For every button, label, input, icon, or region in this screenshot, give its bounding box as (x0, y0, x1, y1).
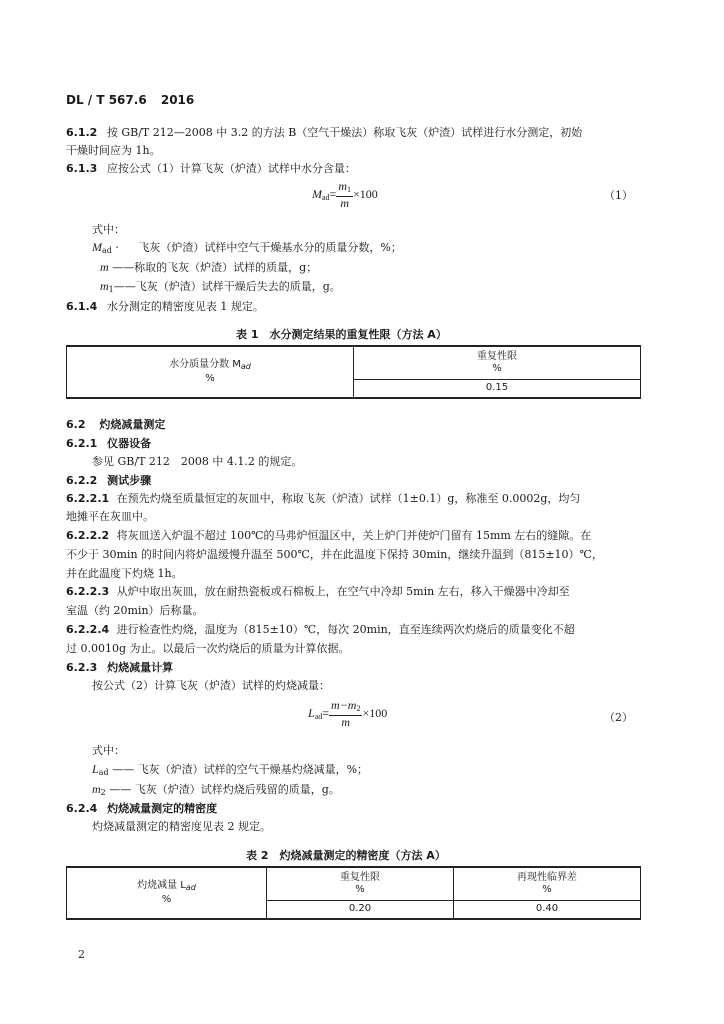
col-header-label: 水分质量分数 M (169, 359, 241, 370)
eq-lhs-sub: ad (322, 192, 330, 202)
clause-number: 6.2.2.2 (66, 529, 110, 542)
clause-text: 水分测定的精密度见表 1 规定。 (106, 300, 264, 313)
where-item (100, 278, 341, 294)
eq-lhs-sub: ad (314, 711, 323, 721)
col-header-unit: % (542, 883, 552, 895)
col-header-sub: ad (185, 883, 196, 892)
table-cell: 0.15 (354, 379, 641, 398)
eq-denominator: m (340, 196, 350, 210)
clause-6-2-2-2 (66, 527, 591, 543)
table-cell: 0.40 (454, 900, 641, 919)
where-symbol: L (92, 762, 99, 776)
standard-year: 2016 (160, 93, 195, 107)
section-number: 6.2 (66, 418, 86, 431)
where-dash: · (115, 241, 119, 254)
where-item (92, 239, 402, 255)
clause-6-1-4 (66, 298, 264, 314)
where-item (100, 259, 317, 275)
clause-text: 应按公式（1）计算飞灰（炉渣）试样中水分含量： (106, 162, 356, 175)
page-number: 2 (78, 948, 85, 961)
clause-number: 6.2.2.3 (66, 585, 110, 598)
where-symbol: M (92, 240, 102, 254)
section-title: 仪器设备 (107, 437, 152, 450)
table-header-cell (67, 346, 354, 398)
where-symbol-sub: ad (102, 246, 112, 255)
where-symbol: m (100, 260, 109, 274)
col-header-sub: ad (240, 362, 251, 371)
clause-text-cont: 过 0.0010g 为止。以最后一次灼烧后的质量为计算依据。 (66, 642, 350, 655)
clause-number: 6.1.4 (66, 300, 98, 313)
section-6-2-3 (66, 659, 173, 675)
eq-denominator: m (341, 715, 351, 729)
standard-number (66, 93, 194, 107)
clause-number: 6.1.3 (66, 162, 98, 175)
standard-code: DL / T 567.6 (66, 93, 147, 107)
clause-text-cont: 室温（约 20min）后称量。 (66, 604, 204, 617)
clause-text: 进行检查性灼烧，温度为（815±10）℃，每次 20min，直至连续两次灼烧后的质量变化不超 (116, 623, 575, 636)
where-dash: —— (113, 280, 136, 293)
where-item (92, 761, 368, 777)
clause-number: 6.2.2.1 (66, 492, 110, 505)
clause-text-cont: 干燥时间应为 1h。 (66, 144, 161, 157)
where-symbol: m (92, 782, 101, 796)
where-text: 飞灰（炉渣）试样干燥后失去的质量，g。 (135, 280, 341, 293)
clause-text: 参见 GB/T 212 2008 中 4.1.2 的规定。 (92, 455, 303, 468)
where-text: 飞灰（炉渣）试样中空气干燥基水分的质量分数，%； (138, 241, 402, 254)
section-number: 6.2.4 (66, 802, 98, 815)
clause-6-2-2-1 (66, 490, 580, 506)
where-label: 式中： (92, 744, 125, 757)
where-item (92, 781, 340, 797)
section-6-2-2 (66, 472, 151, 488)
eq-numerator-sub: 2 (356, 704, 361, 713)
clause-text: 在预先灼烧至质量恒定的灰皿中，称取飞灰（炉渣）试样（1±0.1）g，称准至 0.0002g，均匀 (116, 492, 581, 505)
clause-6-1-2 (66, 124, 582, 140)
where-symbol-sub: 1 (108, 285, 114, 294)
where-dash: —— (112, 261, 135, 274)
table-header-cell (354, 346, 641, 379)
table-2-caption: 表 2 灼烧减量测定的精密度（方法 A） (246, 849, 446, 862)
clause-text: 从炉中取出灰皿，放在耐热瓷板或石棉板上，在空气中冷却 5min 左右，移入干燥器中冷却至 (116, 585, 570, 598)
col-header-label: 再现性临界差 (517, 871, 577, 883)
col-header-unit: % (492, 362, 502, 374)
equation-2: $L_{ad}=$ $\frac{m-m_2}{m}$ ×100 (308, 698, 388, 729)
col-header-unit: % (205, 373, 215, 384)
eq-numerator: m (338, 179, 348, 193)
section-6-2-1 (66, 435, 151, 451)
eq-lhs: M (312, 186, 322, 201)
col-header-label: 灼烧减量 L (137, 880, 186, 891)
section-6-2-4 (66, 800, 217, 816)
eq-lhs: L (308, 705, 315, 720)
where-text: 飞灰（炉渣）试样的空气干燥基灼烧减量，%； (137, 763, 369, 776)
section-number: 6.2.3 (66, 661, 98, 674)
clause-text: 将灰皿送入炉温不超过 100℃的马弗炉恒温区中，关上炉门并使炉门留有 15mm 左右的缝隙。在 (116, 529, 592, 542)
section-6-2 (66, 416, 165, 432)
section-title: 灼烧减量测定 (99, 418, 166, 431)
where-symbol-sub: 2 (100, 788, 106, 797)
section-title: 测试步骤 (107, 474, 152, 487)
eq-tail: ×100 (353, 186, 378, 201)
table-header-cell (454, 867, 641, 900)
table-1-caption: 表 1 水分测定结果的重复性限（方法 A） (236, 328, 447, 341)
clause-6-1-3 (66, 160, 356, 176)
eq-fraction (329, 699, 362, 729)
section-title: 灼烧减量计算 (107, 661, 174, 674)
where-dash: —— (109, 783, 132, 796)
clause-text: 灼烧减量测定的精密度见表 2 规定。 (92, 820, 271, 833)
section-number: 6.2.2 (66, 474, 98, 487)
clause-text: 按公式（2）计算飞灰（炉渣）试样的灼烧减量： (92, 679, 330, 692)
where-symbol-sub: ad (98, 768, 109, 777)
col-header-label: 重复性限 (340, 871, 380, 883)
clause-text-cont: 并在此温度下灼烧 1h。 (66, 567, 183, 580)
section-number: 6.2.1 (66, 437, 98, 450)
clause-number: 6.2.2.4 (66, 623, 110, 636)
where-text: 飞灰（炉渣）试样灼烧后残留的质量，g。 (134, 783, 340, 796)
clause-text: 按 GB/T 212—2008 中 3.2 的方法 B（空气干燥法）称取飞灰（炉渣）试样进行水分测定，初始 (106, 126, 583, 139)
equation-1: $M_{ad}=$ $\frac{m_1}{m}$ ×100 (312, 179, 378, 210)
table-header-cell (67, 867, 267, 919)
section-title: 灼烧减量测定的精密度 (107, 802, 218, 815)
clause-number: 6.1.2 (66, 126, 98, 139)
col-header-label: 重复性限 (477, 350, 517, 362)
col-header-unit: % (355, 883, 365, 895)
table-cell: 0.20 (267, 900, 454, 919)
where-symbol: m (100, 279, 109, 293)
table-1 (66, 345, 641, 399)
eq-fraction (336, 180, 353, 210)
table-header-cell (267, 867, 454, 900)
where-dash: —— (112, 763, 135, 776)
clause-6-2-2-3 (66, 583, 570, 599)
clause-6-2-2-4 (66, 621, 575, 637)
table-2 (66, 866, 641, 920)
eq-tail: ×100 (362, 705, 388, 720)
clause-text-cont: 地摊平在灰皿中。 (66, 510, 154, 523)
where-label: 式中： (92, 223, 125, 236)
equation-number: （2） (604, 711, 633, 724)
where-text: 称取的飞灰（炉渣）试样的质量，g； (134, 261, 318, 274)
eq-numerator-sub: 1 (347, 185, 352, 194)
clause-text-cont: 不少于 30min 的时间内将炉温缓慢升温至 500℃，并在此温度下保持 30min，继续升温到（815±10）℃， (66, 548, 603, 561)
eq-numerator: m−m (331, 698, 357, 712)
equation-number: （1） (604, 189, 633, 202)
col-header-unit: % (161, 894, 172, 905)
